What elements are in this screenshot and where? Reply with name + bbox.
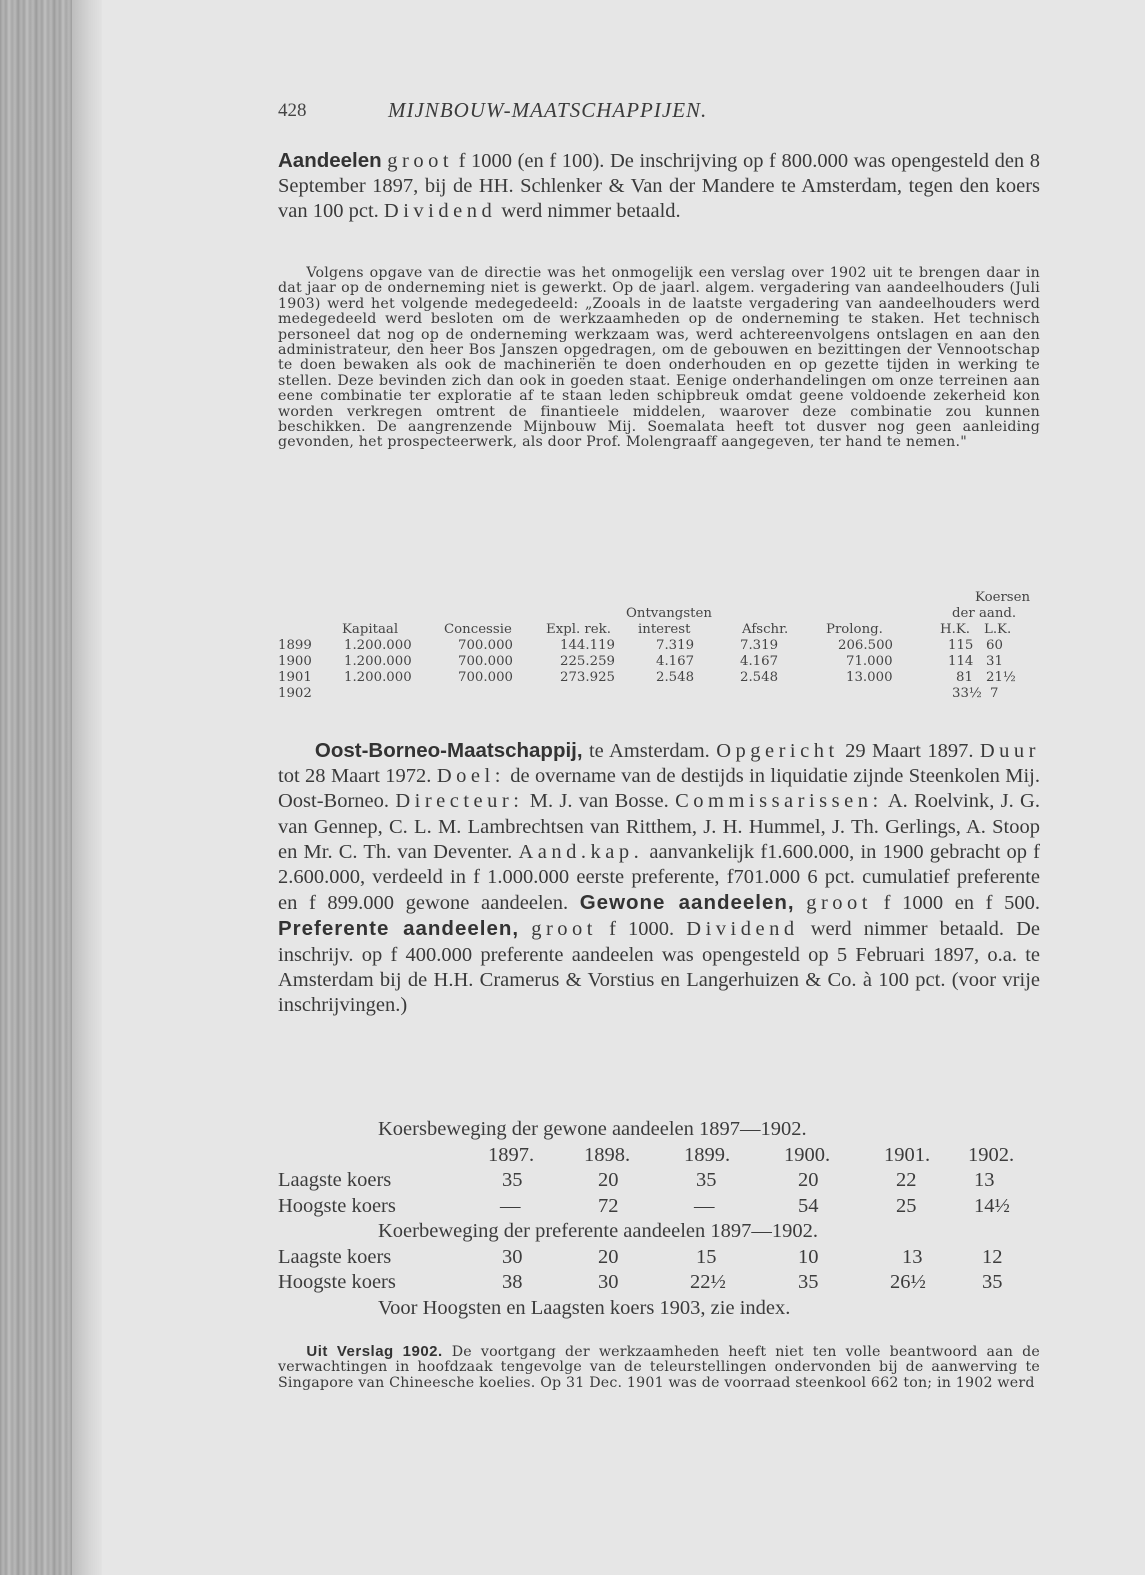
cell: 7.319: [740, 638, 779, 653]
cell: 13: [974, 1169, 995, 1191]
row-label: Hoogste koers: [278, 1271, 396, 1293]
spaced-word: Aand.kap.: [518, 840, 644, 863]
spaced-word: groot: [531, 918, 597, 941]
text: de overname van de destijds in liquidatie zijnde Steenkolen Mij. Oost-Borneo.: [278, 765, 1040, 813]
table-row: [278, 654, 1040, 670]
cell: 21½: [986, 670, 1016, 685]
cell: 33½: [952, 686, 982, 701]
text: werd nimmer betaald.: [496, 200, 681, 223]
table-title: Koersbeweging der gewone aandeelen 1897—1902.: [378, 1118, 807, 1140]
cell: 2.548: [656, 670, 695, 685]
cell: 13.000: [846, 670, 893, 685]
cell: 30: [502, 1245, 523, 1268]
spaced-word: Directeur:: [395, 790, 524, 813]
cell: 38: [502, 1271, 523, 1293]
cell: 71.000: [846, 654, 893, 669]
row-label: Laagste koers: [278, 1169, 392, 1191]
col-header: Afschr.: [742, 622, 789, 637]
text: 29 Maart 1897.: [838, 740, 980, 762]
spaced-word: groot: [387, 150, 454, 172]
cell: 26½: [890, 1271, 926, 1293]
text: f 1000 en f 500.: [872, 892, 1040, 915]
header-ontvangsten: Ontvangsten: [626, 606, 712, 621]
cell: 225.259: [560, 654, 615, 669]
cell: 7.319: [656, 638, 695, 653]
cell: 1.200.000: [344, 654, 412, 669]
spaced-word: Opgericht: [716, 740, 839, 762]
year: 1902.: [968, 1143, 1015, 1166]
row-label: Hoogste koers: [278, 1194, 396, 1217]
table-row: [278, 670, 1040, 686]
paragraph-small-print: Volgens opgave van de directie was het onmogelijk een verslag over 1902 uit te brengen daar in dat jaar op de onderneming niet is gewerkt. Op de jaarl. algem. vergadering van aandeelhouders (Juli 1903) werd het volgende medegedeeld: „Zooals in de laatste vergadering van aandeelhouders werd medegedeeld werd besloten om de werkzaamheden op de onderneming te staken. Het technisch personeel dat nog op de onderneming werkzaam was, werd achtereenvolgens ontslagen en aan den administrateur, den heer Bos Janszen opgedragen, om de gebouwen en bezittingen der Vennootschap te doen bewaken als ook de machineriën te doen onderhouden en op gezette tijden in werking te stellen. Deze bevinden zich dan ook in goeden staat. Eenige onderhandelingen om onze terreinen aan eene combinatie ter exploratie af te staan leden schipbreuk omdat geene voldoende zekerheid kon worden verkregen omtrent de finantieele middelen, waarover deze combinatie zou kunnen beschikken. De aangrenzende Mijnbouw Mij. Soemalata heeft tot dusver nog geen aanleiding gevonden, het prospecteerwerk, als door Prof. Molengraaff aangegeven, ter hand te nemen.": [278, 265, 1040, 451]
bold-term: Gewone aandeelen,: [579, 891, 795, 915]
table-footnote-row: [278, 1297, 1040, 1323]
cell: 22: [896, 1169, 917, 1191]
text: tot 28 Maart 1972.: [278, 765, 437, 788]
paragraph-oost-borneo: [278, 738, 1040, 1018]
col-header: H.K.: [940, 622, 970, 637]
text: f 1000 (en f 100). De inschrijving op f 800.000 was opengesteld den 8 September 1897, bij de HH. Schlenker & Van der Mandere te Amsterdam, tegen den koers van 100 pct.: [278, 150, 1041, 223]
cell: 1.200.000: [344, 670, 412, 685]
cell: 1902: [278, 686, 312, 701]
cell: 13: [902, 1245, 923, 1268]
cell: 20: [598, 1169, 619, 1191]
cell: 15: [696, 1245, 717, 1268]
cell: 4.167: [656, 654, 695, 669]
header-koersen: Koersen: [975, 590, 1031, 605]
page-header: [278, 100, 1040, 130]
spaced-word: Commissarissen:: [675, 790, 883, 813]
table-row: [278, 1169, 1040, 1195]
cell: 35: [798, 1271, 819, 1293]
col-header: Expl. rek.: [546, 622, 611, 637]
page-number: 428: [278, 100, 307, 121]
table-title-preferente: [278, 1220, 1040, 1246]
bold-lead: Aandeelen: [278, 149, 382, 172]
cell: 1901: [278, 670, 312, 685]
cell: 72: [598, 1194, 619, 1217]
year: 1898.: [584, 1143, 631, 1166]
table-row: [278, 1271, 1040, 1297]
text: aanvankelijk f1.600.000, in 1900 gebracht op f 2.600.000, verdeeld in f 1.000.000 eerste preferente, f701.000 6 pct. cumulatief preferente en f 899.000 gewone aandeelen.: [278, 840, 1040, 915]
table-row: [278, 1246, 1040, 1272]
table-row: [278, 686, 1040, 702]
cell: 700.000: [458, 638, 513, 653]
paragraph-verslag: [278, 1344, 1040, 1391]
text: M. J. van Bosse.: [523, 790, 676, 813]
koers-tables: [278, 1118, 1040, 1322]
cell: 1900: [278, 654, 312, 669]
year-header-row: [278, 1144, 1040, 1170]
cell: —: [694, 1194, 715, 1217]
cell: 22½: [690, 1271, 726, 1293]
cell: 20: [598, 1245, 619, 1268]
financial-table: [278, 590, 1040, 702]
table-title-gewone: [278, 1118, 1040, 1144]
cell: 30: [598, 1271, 619, 1293]
bold-lead: Uit Verslag 1902.: [306, 1343, 443, 1360]
cell: 700.000: [458, 654, 513, 669]
cell: 20: [798, 1169, 819, 1191]
text: f 1000.: [596, 918, 687, 941]
col-header: Concessie: [444, 622, 512, 637]
header-der-aand: der aand.: [952, 606, 1017, 621]
table-header-row-2: [278, 606, 1040, 622]
spaced-word: Dividend: [383, 200, 497, 223]
row-label: Laagste koers: [278, 1245, 392, 1268]
year: 1901.: [884, 1143, 931, 1166]
cell: 35: [696, 1169, 717, 1191]
table-row: [278, 1195, 1040, 1221]
table-title: Koerbeweging der preferente aandeelen 1897—1902.: [378, 1220, 818, 1242]
cell: 1.200.000: [344, 638, 412, 653]
bold-term: Preferente aandeelen,: [278, 917, 520, 941]
cell: 54: [798, 1194, 819, 1217]
cell: 2.548: [740, 670, 779, 685]
cell: 10: [798, 1245, 819, 1268]
table-footnote: Voor Hoogsten en Laagsten koers 1903, zie index.: [378, 1296, 791, 1319]
section-oost-borneo: [278, 738, 1040, 1018]
running-title: MIJNBOUW-MAATSCHAPPIJEN.: [388, 98, 708, 122]
cell: 144.119: [560, 638, 615, 653]
cell: 4.167: [740, 654, 779, 669]
cell: 12: [982, 1245, 1003, 1268]
section-verslag-1902: [278, 1344, 1040, 1391]
text: werd nimmer betaald. De inschrijv. op f 400.000 preferente aandeelen was opengesteld op 5 Februari 1897, o.a. te Amsterdam bij de H.H. Cramerus & Vorstius en Langerhuizen & Co. à 100 pct. (voor vrije inschrijvingen.): [278, 918, 1041, 1017]
year: 1897.: [488, 1143, 535, 1166]
text: A. Roelvink, J. G. van Gennep, C. L. M. Lambrechtsen van Ritthem, J. H. Hummel, J. Th. Gerlings, A. Stoop en Mr. C. Th. van Deventer.: [278, 790, 1040, 863]
cell: —: [500, 1194, 521, 1217]
cell: 81: [956, 670, 973, 685]
cell: 1899: [278, 638, 312, 653]
section-aandeelen: [278, 148, 1040, 225]
cell: 7: [990, 686, 999, 701]
company-name: Oost-Borneo-Maatschappij,: [314, 739, 583, 762]
year: 1899.: [684, 1143, 731, 1166]
spaced-word: groot: [806, 892, 873, 915]
col-header: L.K.: [984, 622, 1012, 637]
cell: 700.000: [458, 670, 513, 685]
cell: 35: [982, 1271, 1003, 1293]
table-column-headers: [278, 622, 1040, 638]
table-header-row-1: [278, 590, 1040, 606]
spaced-word: Dividend: [686, 918, 799, 941]
binding-shadow: [72, 0, 102, 1575]
col-header: interest: [638, 622, 691, 637]
cell: 273.925: [560, 670, 615, 685]
cell: 35: [502, 1169, 523, 1191]
section-directie-report: [278, 266, 1040, 451]
paragraph-aandeelen: [278, 148, 1040, 225]
cell: 25: [896, 1194, 917, 1217]
cell: 115: [948, 638, 974, 653]
cell: 14½: [974, 1194, 1010, 1217]
col-header: Prolong.: [826, 622, 883, 637]
spaced-word: Doel:: [436, 765, 505, 788]
col-header: Kapitaal: [342, 622, 399, 637]
book-spine: [0, 0, 82, 1575]
year: 1900.: [784, 1143, 831, 1166]
table-row: [278, 638, 1040, 654]
cell: 206.500: [838, 638, 893, 653]
cell: 31: [986, 654, 1003, 669]
text: De voortgang der werkzaamheden heeft niet ten volle beantwoord aan de verwachtingen in hoofdzaak tengevolge van de teleurstellingen ondervonden bij de aanwerving te Singapore van Chineesche koelies. Op 31 Dec. 1901 was de voorraad steenkool 662 ton; in 1902 werd: [278, 1344, 1040, 1391]
spaced-word: Duur: [979, 740, 1040, 762]
cell: 114: [948, 654, 974, 669]
text: te Amsterdam.: [582, 740, 717, 762]
cell: 60: [986, 638, 1003, 653]
